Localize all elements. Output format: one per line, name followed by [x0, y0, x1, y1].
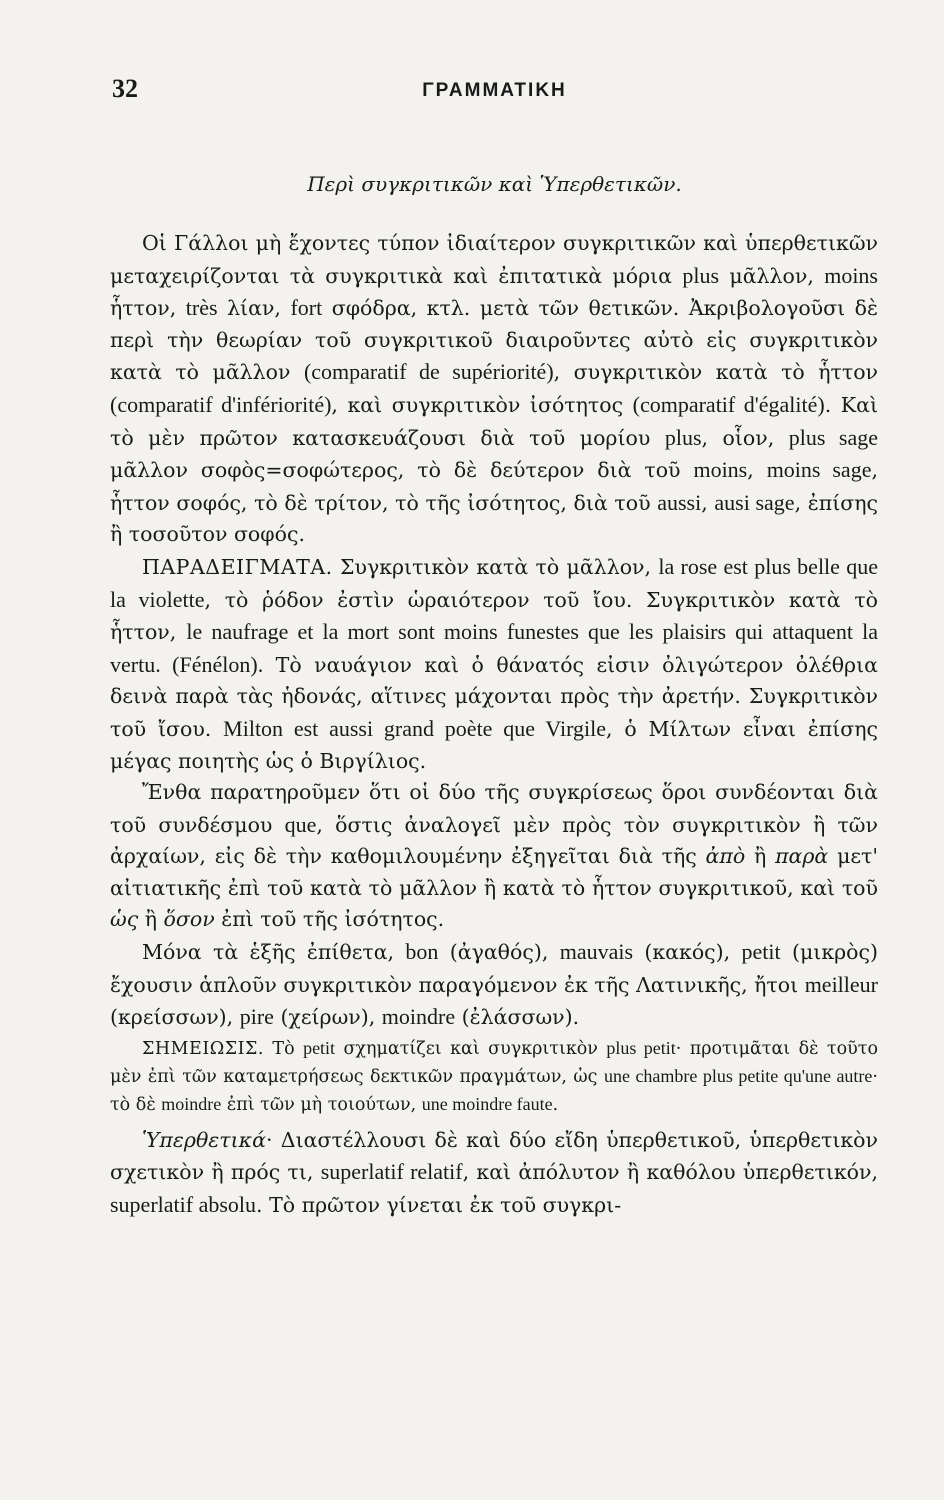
greek-text: ἢ: [138, 907, 164, 932]
greek-text: σφόδρα, κτλ. μετὰ τῶν θετικῶν. Ἀκριβολογοῦσι δὲ περὶ τὴν θεωρίαν τοῦ συγκριτικοῦ διαιροῦντες αὐτὸ εἰς συγκριτικὸν κατὰ τὸ μᾶλλον: [110, 296, 878, 385]
french-text: une chambre plus petite qu'une autre: [604, 1065, 873, 1086]
french-text: bon: [405, 939, 439, 965]
french-text: superlatif absolu: [110, 1192, 257, 1218]
italic-text: ἀπὸ: [705, 844, 746, 869]
greek-text: . Καὶ τὸ μὲν πρῶτον κατασκευάζουσι διὰ τοῦ μορίου: [110, 392, 878, 450]
french-text: (comparatif d'égalité): [632, 391, 825, 417]
greek-text: , ὁ Μίλτων εἶναι ἐπίσης μέγας ποιητὴς ὡς ὁ Βιργίλιος.: [110, 716, 878, 773]
french-text: ausi sage: [714, 489, 795, 515]
greek-text: ἢ: [745, 844, 776, 869]
greek-text: ἐπὶ τῶν μὴ τοιούτων,: [221, 1094, 422, 1115]
greek-text: Ἔνθα παρατηροῦμεν ὅτι οἱ δύο τῆς συγκρίσεως ὅροι συνδέονται διὰ τοῦ συνδέσμου: [110, 780, 878, 837]
greek-text: (χείρων),: [273, 1005, 382, 1030]
french-text: plus sage: [788, 424, 879, 450]
greek-text: .: [552, 1094, 559, 1115]
french-text: petit: [741, 939, 781, 965]
greek-text: Τὸ: [263, 1038, 304, 1059]
page-number: 32: [112, 74, 138, 103]
italic-text: ὅσον: [163, 907, 215, 932]
greek-text: λίαν,: [217, 296, 291, 321]
body-text: [110, 228, 878, 1222]
french-text: plus: [664, 424, 702, 450]
french-text: (comparatif d'infériorité): [110, 391, 332, 417]
greek-text: (κρείσσων),: [110, 1005, 240, 1030]
section-heading: Περὶ συγκριτικῶν καὶ Ὑπερθετικῶν.: [307, 172, 682, 196]
greek-text: · τὸ δὲ: [110, 1066, 878, 1115]
greek-text: , ἐπίσης ἢ τοσοῦτον σοφός.: [110, 490, 878, 547]
greek-text: , καὶ ἀπόλυτον ἢ καθόλου ὑπερθετικόν,: [462, 1160, 878, 1185]
note-paragraph: [110, 1035, 878, 1119]
french-text: moins: [693, 457, 748, 483]
greek-text: Τὸ ναυάγιον καὶ ὁ θάνατός εἰσιν ὀλιγώτερον ὀλέθρια δεινὰ παρὰ τὰς ἡδονάς, αἵτινες μάχονται πρὸς τὴν ἀρετήν. Συγκριτικὸν τοῦ ἴσου.: [110, 652, 878, 741]
greek-text: μετ' αἰτιατικῆς ἐπὶ τοῦ κατὰ τὸ μᾶλλον ἢ κατὰ τὸ ἧττον συγκριτικοῦ, καὶ τοῦ: [110, 844, 878, 900]
paragraph: [110, 1125, 878, 1222]
greek-text: , συγκριτικὸν κατὰ τὸ ἧττον: [553, 360, 879, 385]
french-text: une moindre faute: [421, 1093, 553, 1114]
french-text: (comparatif de supériorité): [303, 359, 554, 385]
greek-text: Συγκριτικὸν κατὰ τὸ μᾶλλον,: [332, 554, 659, 579]
french-text: plus: [682, 262, 720, 288]
page-header: [112, 74, 877, 114]
italic-text: παρὰ: [775, 844, 829, 869]
greek-text: ἐπὶ τοῦ τῆς ἰσότητος.: [214, 907, 445, 932]
greek-text: μᾶλλον σοφὸς=σοφώτερος, τὸ δὲ δεύτερον διὰ τοῦ: [110, 458, 694, 483]
french-text: moins: [824, 262, 878, 288]
greek-text: σχηματίζει καὶ συγκριτικὸν: [335, 1038, 607, 1059]
paragraph: [110, 936, 878, 1034]
french-text: moindre: [381, 1004, 456, 1030]
running-title: ΓΡΑΜΜΑΤΙΚΗ: [422, 80, 567, 101]
greek-text: , ἧττον σοφός, τὸ δὲ τρίτον, τὸ τῆς ἰσότητος, διὰ τοῦ: [110, 458, 878, 515]
french-text: Milton est aussi grand poète que Virgile: [223, 715, 607, 741]
greek-text: , τὸ ῥόδον ἐστὶν ὡραιότερον τοῦ ἴου. Συγκριτικὸν κατὰ τὸ ἧττον,: [110, 587, 879, 645]
italic-text: ὡς: [110, 907, 139, 932]
greek-text: ,: [747, 458, 767, 483]
greek-text: Μόνα τὰ ἑξῆς ἐπίθετα,: [142, 940, 406, 965]
french-text: très: [185, 295, 218, 321]
greek-text: , οἷον,: [701, 425, 789, 450]
french-text: plus petit: [606, 1037, 676, 1058]
greek-text: . Τὸ πρῶτον γίνεται ἐκ τοῦ συγκρι-: [256, 1193, 622, 1218]
greek-text: Οἱ Γάλλοι μὴ ἔχοντες τύπον ἰδιαίτερον συγκριτικῶν καὶ ὑπερθετικῶν μεταχειρίζονται τὰ συγκριτικὰ καὶ ἐπιτατικὰ μόρια: [110, 231, 878, 288]
greek-text: (ἀγαθός),: [438, 940, 560, 965]
greek-text: (μικρὸς) ἔχουσιν ἁπλοῦν συγκριτικὸν παραγόμενον ἐκ τῆς Λατινικῆς, ἤτοι: [110, 940, 879, 997]
greek-text: , καὶ συγκριτικὸν ἰσότητος: [331, 392, 633, 417]
paragraph: [110, 551, 878, 777]
greek-text: ,: [701, 490, 715, 515]
paragraph: [110, 777, 878, 936]
paragraph: [110, 228, 878, 551]
greek-text: μᾶλλον,: [719, 263, 825, 288]
french-text: le naufrage et la mort sont moins funestes que les plaisirs qui attaquent la vertu. (Fénélon).: [110, 619, 878, 677]
greek-text: · προτιμᾶται δὲ τοῦτο μὲν ἐπὶ τῶν καταμετρήσεως δεκτικῶν πραγμάτων, ὡς: [110, 1038, 879, 1087]
french-text: moindre: [161, 1093, 222, 1114]
greek-text: (ἐλάσσων).: [455, 1005, 580, 1030]
french-text: petit: [303, 1037, 336, 1058]
greek-text: (κακός),: [633, 940, 742, 965]
french-text: la rose est plus belle que la violette: [110, 553, 878, 612]
french-text: que: [284, 811, 317, 837]
label-caps: ΣΗΜΕΙΩΣΙΣ.: [142, 1038, 264, 1059]
french-text: aussi: [657, 489, 702, 515]
french-text: superlatif relatif: [320, 1159, 463, 1185]
french-text: meilleur: [804, 971, 878, 997]
french-text: fort: [290, 295, 323, 321]
greek-text: ἧττον,: [110, 296, 186, 321]
greek-text: · Διαστέλλουσι δὲ καὶ δύο εἴδη ὑπερθετικοῦ, ὑπερθετικὸν σχετικὸν ἢ πρός τι,: [110, 1127, 878, 1185]
french-text: pire: [239, 1004, 274, 1030]
french-text: mauvais: [559, 939, 634, 965]
french-text: moins sage: [766, 457, 872, 483]
greek-text: , ὅστις ἀναλογεῖ μὲν πρὸς τὸν συγκριτικὸν ἢ τῶν ἀρχαίων, εἰς δὲ τὴν καθομιλουμένην ἐξηγεῖται διὰ τῆς: [110, 812, 878, 869]
italic-text: Ὑπερθετικά: [142, 1127, 266, 1152]
label-caps: ΠΑΡΑΔΕΙΓΜΑΤΑ.: [142, 554, 333, 579]
